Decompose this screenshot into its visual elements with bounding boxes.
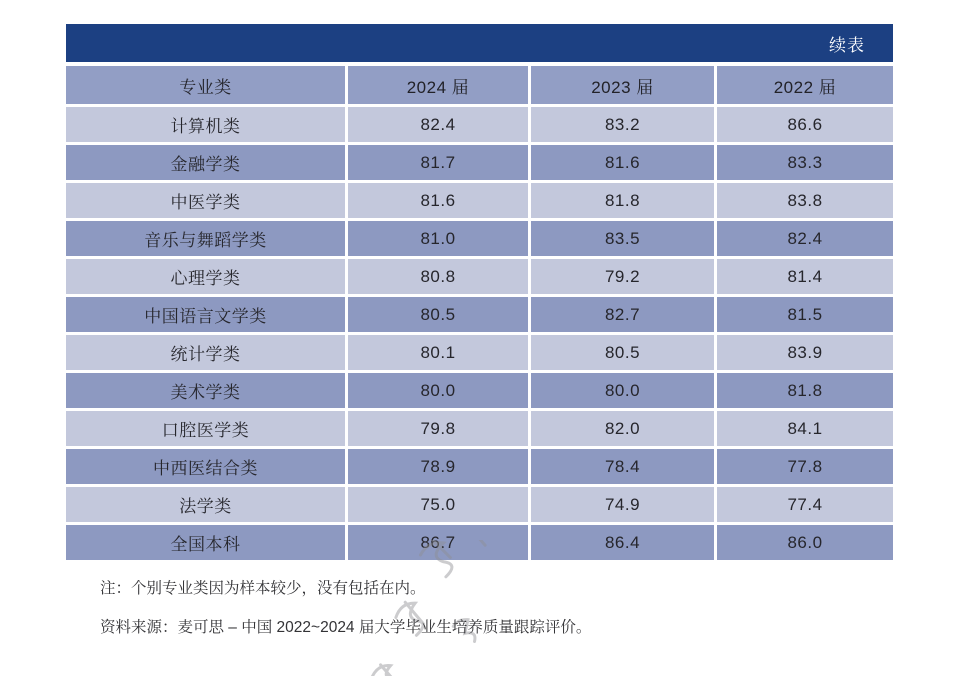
table-row — [66, 373, 893, 408]
cell-2023-value: 83.5 — [531, 221, 714, 256]
table-row — [66, 259, 893, 294]
cell-2022-value: 83.8 — [717, 183, 893, 218]
cell-2023-value: 82.7 — [531, 297, 714, 332]
cell-2022-value: 83.9 — [717, 335, 893, 370]
cell-2023-value: 81.6 — [531, 145, 714, 180]
cell-category: 口腔医学类 — [66, 411, 345, 446]
cell-2024-value: 80.8 — [348, 259, 528, 294]
cell-2024-value: 82.4 — [348, 107, 528, 142]
header-cell-2023: 2023 届 — [531, 66, 714, 104]
table-title-bar — [66, 24, 893, 62]
cell-2022-value: 83.3 — [717, 145, 893, 180]
table-row — [66, 145, 893, 180]
table-row — [66, 297, 893, 332]
cell-2024-value: 80.0 — [348, 373, 528, 408]
cell-2024-value: 81.7 — [348, 145, 528, 180]
cell-2022-value: 77.4 — [717, 487, 893, 522]
cell-2022-value: 84.1 — [717, 411, 893, 446]
cell-2022-value: 82.4 — [717, 221, 893, 256]
cell-2024-value: 86.7 — [348, 525, 528, 560]
table-row — [66, 525, 893, 560]
table-row — [66, 221, 893, 256]
cell-2024-value: 75.0 — [348, 487, 528, 522]
cell-2023-value: 78.4 — [531, 449, 714, 484]
table-header-row — [66, 66, 893, 104]
cell-2023-value: 79.2 — [531, 259, 714, 294]
cell-category: 中医学类 — [66, 183, 345, 218]
cell-2024-value: 81.6 — [348, 183, 528, 218]
cell-2024-value: 80.5 — [348, 297, 528, 332]
cell-category: 金融学类 — [66, 145, 345, 180]
note-text: 注：个别专业类因为样本较少，没有包括在内。 — [100, 580, 426, 597]
header-cell-category: 专业类 — [66, 66, 345, 104]
cell-category: 中西医结合类 — [66, 449, 345, 484]
table-row — [66, 449, 893, 484]
header-cell-2022: 2022 届 — [717, 66, 893, 104]
source-text: 资料来源：麦可思 – 中国 2022~2024 届大学毕业生培养质量跟踪评价。 — [100, 618, 592, 636]
cell-2023-value: 82.0 — [531, 411, 714, 446]
cell-2023-value: 86.4 — [531, 525, 714, 560]
table-row — [66, 183, 893, 218]
cell-2023-value: 80.5 — [531, 335, 714, 370]
cell-category: 全国本科 — [66, 525, 345, 560]
cell-2022-value: 81.4 — [717, 259, 893, 294]
table-row — [66, 411, 893, 446]
table-row — [66, 335, 893, 370]
cell-category: 美术学类 — [66, 373, 345, 408]
cell-2024-value: 78.9 — [348, 449, 528, 484]
table-notes — [100, 578, 591, 638]
cell-2024-value: 80.1 — [348, 335, 528, 370]
table-title: 续表 — [829, 35, 865, 55]
header-cell-2024: 2024 届 — [348, 66, 528, 104]
cell-2023-value: 80.0 — [531, 373, 714, 408]
cell-category: 计算机类 — [66, 107, 345, 142]
cell-2023-value: 74.9 — [531, 487, 714, 522]
cell-2022-value: 77.8 — [717, 449, 893, 484]
cell-2023-value: 81.8 — [531, 183, 714, 218]
cell-2024-value: 79.8 — [348, 411, 528, 446]
cell-category: 法学类 — [66, 487, 345, 522]
cell-category: 统计学类 — [66, 335, 345, 370]
cell-2022-value: 86.6 — [717, 107, 893, 142]
cell-2023-value: 83.2 — [531, 107, 714, 142]
cell-category: 中国语言文学类 — [66, 297, 345, 332]
cell-2024-value: 81.0 — [348, 221, 528, 256]
cell-2022-value: 86.0 — [717, 525, 893, 560]
continued-table — [66, 24, 893, 563]
table-body — [66, 107, 893, 560]
cell-category: 音乐与舞蹈学类 — [66, 221, 345, 256]
cell-2022-value: 81.5 — [717, 297, 893, 332]
cell-2022-value: 81.8 — [717, 373, 893, 408]
cell-category: 心理学类 — [66, 259, 345, 294]
table-row — [66, 107, 893, 142]
table-row — [66, 487, 893, 522]
